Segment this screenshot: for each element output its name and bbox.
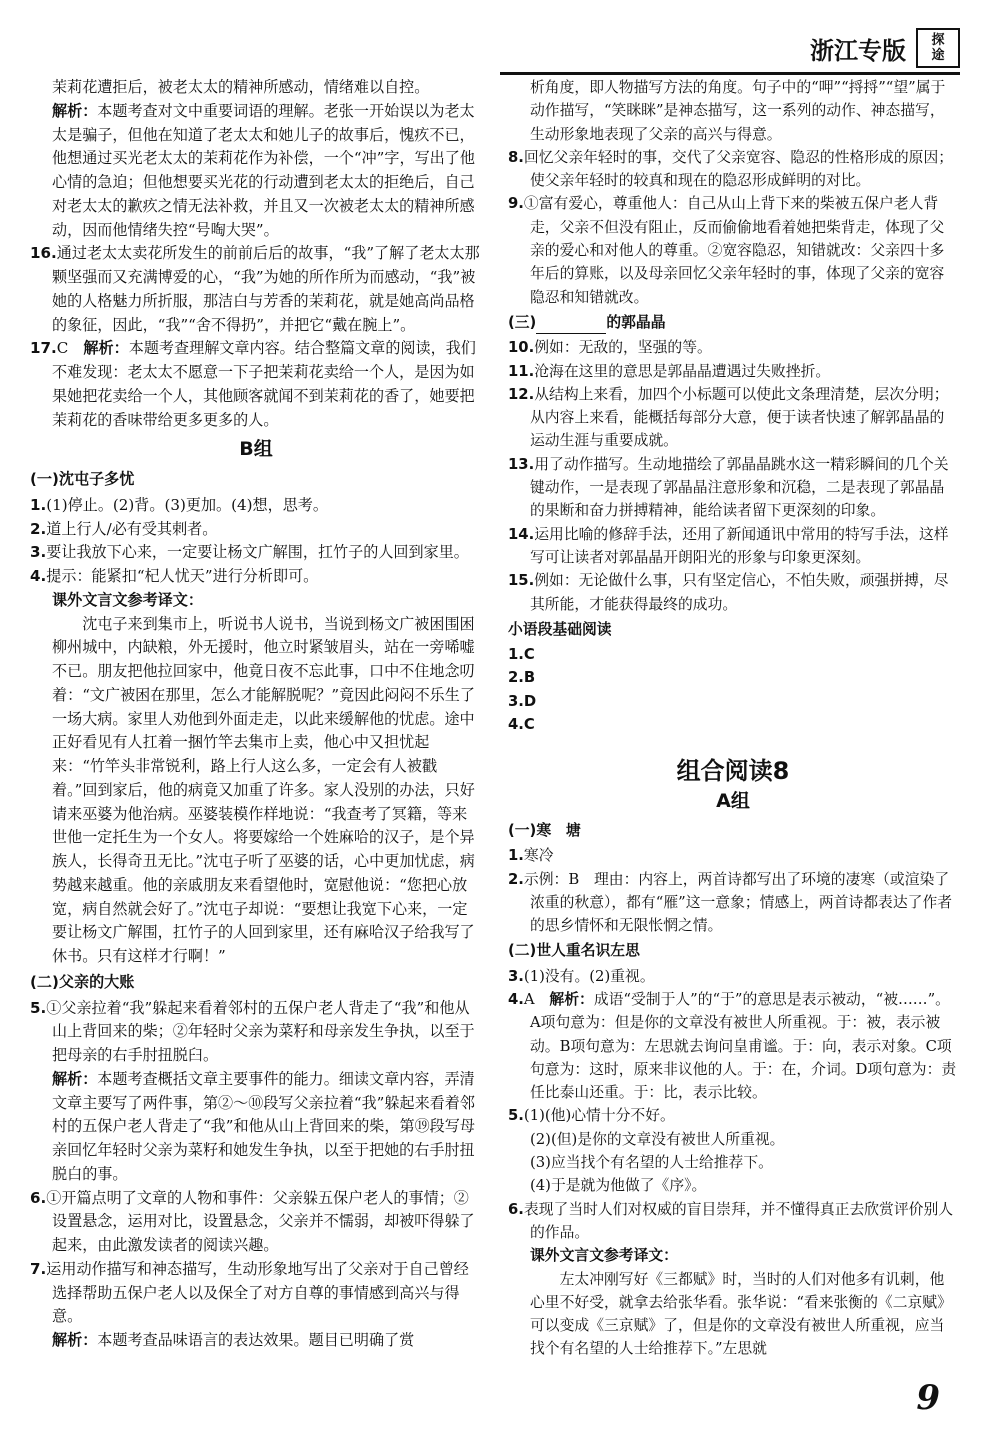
answer-6: [30, 1187, 482, 1258]
analysis-text: 本题考查品味语言的表达效果。题目已明确了赏: [97, 1331, 415, 1349]
analysis: [30, 1329, 482, 1353]
answer-number: 11.: [508, 362, 535, 380]
translation-text: 沈屯子来到集市上，听说书人说书，当说到杨文广被困围困柳州城中，内缺粮，外无援时，他立时紧皱眉头，站在一旁唏嘘不已。朋友把他拉回家中，他竟日夜不忘此事，口中不住地念叨着：“文广被困在那里，怎么才能解脱呢？”竟因此闷闷不乐生了一场大病。家里人劝他到外面走走，以此来缓解他的忧虑。途中正好看见有人扛着一捆竹竿去集市上卖，他心中又担忧起来：“竹竿头非常锐利，路上行人这么多，一定会有人被戳着。”回到家后，他的病竟又加重了许多。家人没别的办法，只好请来巫婆为他治病。巫婆装模作样地说：“我查考了冥籍，等来世他一定托生为一个女人。将要嫁给一个姓麻哈的汉子，是个异族人，长得奇丑无比。”沈屯子听了巫婆的话，心中更加忧虑，病势越来越重。他的亲戚朋友来看望他时，宽慰他说：“您把心放宽，病自然就会好了。”沈屯子却说：“要想让我宽下心来，一定要让杨文广解围，扛竹子的人回到家里，还有麻哈汉子给我写了休书。只有这样才行啊！”: [52, 614, 475, 965]
answer-text: ①父亲拉着“我”躲起来看着邻村的五保户老人背走了“我”和他从山上背回来的柴；②年轻时父亲为菜籽和母亲发生争执，以至于把母亲的右手肘扭脱臼。: [46, 998, 475, 1064]
left-column: [30, 76, 482, 1353]
analysis-label: 解析：: [52, 1331, 98, 1349]
answer-5: [508, 1104, 958, 1127]
answer-text: 例如：无论做什么事，只有坚定信心，不怕失败，顽强拼搏，尽其所能，才能获得最终的成功。: [530, 572, 949, 613]
answer-text: (4)于是就为他做了《序》。: [530, 1177, 707, 1195]
answer-6: [508, 1198, 958, 1245]
header-rule: [500, 72, 960, 75]
answer-number: 5.: [508, 1107, 524, 1125]
analysis: [30, 100, 482, 243]
page-number: 9: [916, 1378, 940, 1418]
answer-4: [508, 988, 958, 1104]
analysis: [30, 1068, 482, 1187]
answer-2: [30, 518, 482, 542]
answer-text: 道上行人/必有受其剌者。: [46, 519, 218, 538]
section-heading: (二)世人重名识左思: [508, 942, 640, 960]
answer-number: 5.: [30, 998, 47, 1017]
answer-number: 14.: [508, 525, 535, 543]
answer-text: (3)应当找个有名望的人士给推荐下。: [530, 1154, 773, 1172]
translation-text: 左太冲刚写好《三都赋》时，当时的人们对他多有讥刺，他心里不好受，就拿去给张华看。张华说：“看来张衡的《二京赋》可以变成《三京赋》了，但是你的文章没有被世人所重视，应当找个有名望的人士给推荐下。”左思就: [530, 1270, 952, 1358]
answer-number: 6.: [508, 1200, 524, 1218]
answer-15: [508, 569, 958, 616]
answer-text: 沧海在这里的意思是郭晶晶遭遇过失败挫折。: [534, 362, 831, 380]
analysis-text: 成语“受制于人”的“于”的意思是表示被动，“被……”。A项句意为：但是你的文章没有被世人所重视。于：被，表示被动。B项句意为：左思就去询问皇甫谧。于：向，表示对象。C项句意为：这时，原来非议他的人。于：在，介词。D项句意为：责任比泰山还重。于：比，表示比较。: [530, 990, 957, 1102]
answer-text: ①开篇点明了文章的人物和事件：父亲躲五保户老人的事情；②设置悬念，运用对比，设置悬念，父亲并不懦弱，却被吓得躲了起来，由此激发读者的阅读兴趣。: [46, 1188, 475, 1254]
answer-10: [508, 336, 958, 359]
analysis-label: 解析：: [549, 990, 594, 1008]
answer-12: [508, 383, 958, 453]
answer-number: 3.: [30, 543, 47, 562]
answer-number: 2.: [508, 870, 524, 888]
answer-text: 寒冷: [523, 847, 554, 865]
answer-number: 4.: [508, 990, 524, 1008]
answer-number: 8.: [508, 148, 524, 166]
unit-title: 组合阅读8: [676, 757, 790, 786]
answer-text: 从结构上来看，加四个小标题可以使此文条理清楚，层次分明；从内容上来看，能概括每部分大意，便于读者快速了解郭晶晶的运动生涯与重要成就。: [530, 385, 949, 450]
answer-16: [30, 242, 482, 337]
section-heading: (一)沈屯子多忧: [30, 470, 135, 488]
answer-number: 17.: [30, 339, 57, 358]
answer-1: [30, 494, 482, 518]
answer-11: [508, 360, 958, 383]
translation-title: 课外文言文参考译文：: [52, 590, 203, 609]
answer-number: 9.: [508, 195, 524, 213]
answer-number: 6.: [30, 1188, 47, 1207]
section-heading: (二)父亲的大账: [30, 972, 135, 991]
answer-9: [508, 192, 958, 308]
answer-text: 要让我放下心来，一定要让杨文广解围，扛竹子的人回到家里。: [46, 543, 469, 562]
answer-5: [30, 997, 482, 1068]
brand-logo: 探 途: [916, 28, 960, 68]
answer-text: 回忆父亲年轻时的事，交代了父亲宽容、隐忍的性格形成的原因；使父亲年轻时的较真和现在的隐忍形成鲜明的对比。: [523, 148, 954, 190]
answer-number: 3.: [508, 967, 524, 985]
answer-text: 示例：B 理由：内容上，两首诗都写出了环境的凄寒（或渲染了浓重的秋意），都有“雁”这一意象；情感上，两首诗都表达了作者的思乡情怀和无限怅惘之情。: [523, 870, 953, 935]
answer-text: (2)(但)是你的文章没有被世人所重视。: [530, 1130, 785, 1148]
group-b-title: B组: [239, 438, 273, 461]
section-number: (三): [508, 313, 537, 331]
section-heading: (一)寒 塘: [508, 821, 581, 839]
answer-number: 10.: [508, 339, 535, 357]
answer-text: (1)没有。(2)重视。: [523, 967, 655, 985]
title-blank: [536, 333, 606, 334]
answer-text: 运用比喻的修辞手法，还用了新闻通讯中常用的特写手法，这样写可让读者对郭晶晶开朗阳光的形象与印象更深刻。: [530, 525, 949, 566]
answer-text: 例如：无敌的，坚强的等。: [534, 339, 712, 357]
answer-3: [508, 965, 958, 988]
section-heading: [508, 311, 958, 334]
translation-title: 课外文言文参考译文：: [530, 1247, 678, 1265]
answer-text: 通过老太太卖花所发生的前前后后的故事，“我”了解了老太太那颗坚强而又充满博爱的心，“我”为她的所作所为而感动，“我”被她的人格魅力所折服，那洁白与芳香的茉莉花，就是她高尚品格的象征，因此，“我”“舍不得扔”，并把它“戴在腕上”。: [52, 244, 480, 334]
answer-17: [30, 337, 482, 432]
analysis-text: 本题考查概括文章主要事件的能力。细读文章内容，弄清文章主要写了两件事，第②～⑩段写父亲拉着“我”躲起来看着邻村的五保户老人背走了“我”和他从山上背回来的柴，第⑲段写母亲回忆年轻时父亲为菜籽和她发生争执，以至于把她的右手肘扭脱白的事。: [52, 1069, 475, 1183]
answer-text: 提示：能紧扣“杞人忧天”进行分析即可。: [46, 567, 319, 585]
analysis-continued: 析角度，即人物描写方法的角度。句子中的“呷”“捋捋”“望”属于动作描写，“笑眯眯”是神态描写，这一系列的动作、神态描写，生动形象地表现了父亲的高兴与得意。: [530, 79, 946, 143]
analysis-label: 解析：: [83, 339, 129, 358]
answer-8: [508, 146, 958, 193]
right-column: [508, 76, 958, 1361]
analysis-label: 解析：: [52, 1069, 98, 1088]
answer-text: (1)停止。(2)背。(3)更加。(4)想，思考。: [46, 495, 328, 514]
answer-text: 用了动作描写。生动地描绘了郭晶晶跳水这一精彩瞬间的几个关键动作，一是表现了郭晶晶注意形象和沉稳，二是表现了郭晶晶的果断和奋力拼搏精神，能给读者留下更深刻的印象。: [530, 455, 949, 520]
page-header: [810, 28, 960, 68]
answer-number: 2.: [30, 519, 47, 538]
choice-answer: 3.D: [508, 692, 537, 710]
analysis-text: 本题考查理解文章内容。结合整篇文章的阅读，我们不难发现：老太太不愿意一下子把茉莉花卖给一个人，是因为如果她把花卖给一个人，其他顾客就闻不到茉莉花的香了，她要把茉莉花的香味带给更多更多的人。: [52, 339, 476, 429]
answer-1: [508, 844, 958, 867]
answer-text: ①富有爱心，尊重他人：自己从山上背下来的柴被五保户老人背走，父亲不但没有阻止，反而偷偷地看着她把柴背走，体现了父亲的爱心和对他人的尊重。②宽容隐忍，知错就改：父亲四十多年后的算账，以及母亲回忆父亲年轻时的事，体现了父亲的宽容隐忍和知错就改。: [523, 195, 945, 306]
section-title: 的郭晶晶: [606, 313, 666, 331]
answer-number: 16.: [30, 244, 57, 263]
answer-number: 13.: [508, 455, 535, 473]
answer-14: [508, 523, 958, 570]
edition-label: 浙江专版: [810, 36, 906, 65]
answer-choice: C: [56, 339, 69, 358]
answer-number: 12.: [508, 385, 535, 403]
analysis-label: 解析：: [52, 101, 98, 120]
choice-answer: 2.B: [508, 669, 536, 687]
answer-number: 4.: [30, 567, 47, 585]
choice-answer: 1.C: [508, 646, 535, 664]
answer-number: 1.: [30, 495, 47, 514]
analysis-text: 本题考查对文中重要词语的理解。老张一开始误以为老太太是骗子，但他在知道了老太太和她儿子的故事后，愧疚不已，他想通过买光老太太的茉莉花作为补偿，一个“冲”字，写出了他心情的急迫；但他想要买光花的行动遭到老太太的拒绝后，自己对老太太的歉疚之情无法补救，并且又一次被老太太的精神所感动，因而他情绪失控“号啕大哭”。: [52, 101, 475, 239]
answer-7: [30, 1258, 482, 1329]
answer-2: [508, 868, 958, 938]
answer-4: [30, 565, 482, 589]
answer-choice: A: [523, 990, 535, 1008]
answer-text: 茉莉花遭拒后，被老太太的精神所感动，情绪难以自控。: [52, 78, 430, 96]
group-a-title: A组: [716, 789, 750, 812]
answer-text: 表现了当时人们对权威的盲目崇拜，并不懂得真正去欣赏评价别人的作品。: [523, 1200, 954, 1241]
answer-text: (1)(他)心情十分不好。: [523, 1107, 675, 1125]
answer-number: 15.: [508, 572, 535, 590]
answer-13: [508, 453, 958, 523]
choice-answer: 4.C: [508, 716, 535, 734]
answer-number: 1.: [508, 847, 524, 865]
answer-number: 7.: [30, 1259, 47, 1278]
section-heading: 小语段基础阅读: [508, 620, 612, 638]
answer-text: 运用动作描写和神态描写，生动形象地写出了父亲对于自己曾经选择帮助五保户老人以及保全了对方自尊的事情感到高兴与得意。: [46, 1259, 469, 1326]
answer-3: [30, 541, 482, 565]
